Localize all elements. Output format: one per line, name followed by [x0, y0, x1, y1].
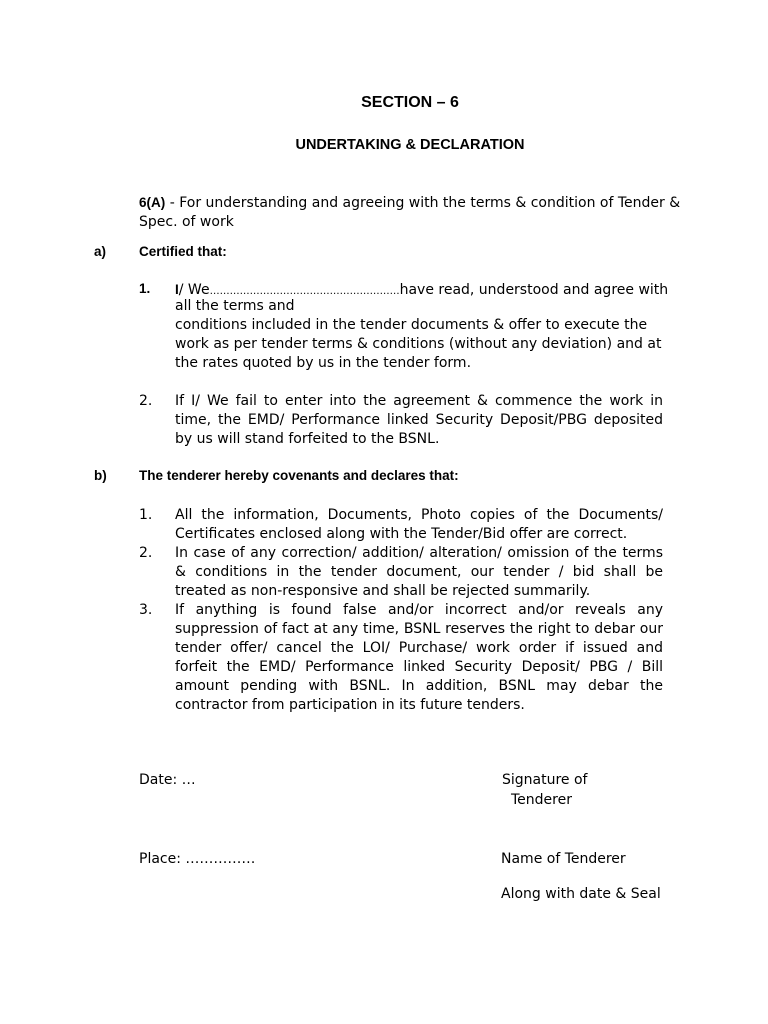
part-b-heading: The tenderer hereby covenants and declares that:: [139, 468, 459, 483]
part-b-item1-text: All the information, Documents, Photo copies of the Documents/ Certificates enclosed along with the Tender/Bid offer are correct.: [175, 507, 663, 542]
part-a-item1-lead: / We: [178, 282, 210, 298]
part-a-item1-line2: all the terms and: [175, 298, 295, 314]
part-a-item2-number: 2.: [139, 393, 153, 409]
part-a-item2-text: If I/ We fail to enter into the agreement & commence the work in time, the EMD/ Performance linked Security Deposit/PBG deposited by us will stand forfeited to the BSNL.: [175, 393, 663, 447]
part-b-item1-number: 1.: [139, 507, 153, 523]
place-field: Place: ……………: [139, 851, 256, 867]
part-a-item1-number: 1.: [139, 281, 151, 296]
part-b-item2-number: 2.: [139, 545, 153, 561]
date-seal-label: Along with date & Seal: [501, 886, 661, 902]
signature-label-line1: Signature of: [502, 772, 588, 788]
part-a-item1-dots: …………………………………………………: [209, 286, 400, 297]
part-b-item2-text: In case of any correction/ addition/ alteration/ omission of the terms & conditions in the tender document, our tender / bid shall be treated as non-responsive and shall be rejected summarily.: [175, 545, 663, 599]
part-a-item1-rest: conditions included in the tender documents & offer to execute the work as per tender terms & conditions (without any deviation) and at the rates quoted by us in the tender form.: [175, 317, 662, 371]
part-a-heading: Certified that:: [139, 244, 227, 259]
section-title: SECTION – 6: [361, 94, 459, 111]
name-of-tenderer-label: Name of Tenderer: [501, 851, 626, 867]
signature-label-line2: Tenderer: [511, 792, 572, 808]
part-b-item3-number: 3.: [139, 602, 153, 618]
intro-label: 6(A): [139, 195, 166, 210]
page-subtitle: UNDERTAKING & DECLARATION: [295, 137, 525, 153]
part-a-item1-lead-bold: I: [175, 282, 179, 297]
part-a-item1-tail: have read, understood and agree with: [399, 282, 669, 298]
part-a-letter: a): [94, 244, 107, 259]
part-b-item3-text: If anything is found false and/or incorrect and/or reveals any suppression of fact at any time, BSNL reserves the right to debar our tender offer/ cancel the LOI/ Purchase/ work order if issued and forfeit the EMD/ Performance linked Security Deposit/ PBG / Bill amount pending with BSNL. In addition, BSNL may debar the contractor from participation in its future tenders.: [175, 602, 663, 713]
date-field: Date: …: [139, 772, 196, 788]
intro-paragraph: [139, 193, 684, 232]
intro-text: - For understanding and agreeing with the terms & condition of Tender & Spec. of work: [139, 195, 681, 230]
part-b-letter: b): [94, 468, 107, 483]
